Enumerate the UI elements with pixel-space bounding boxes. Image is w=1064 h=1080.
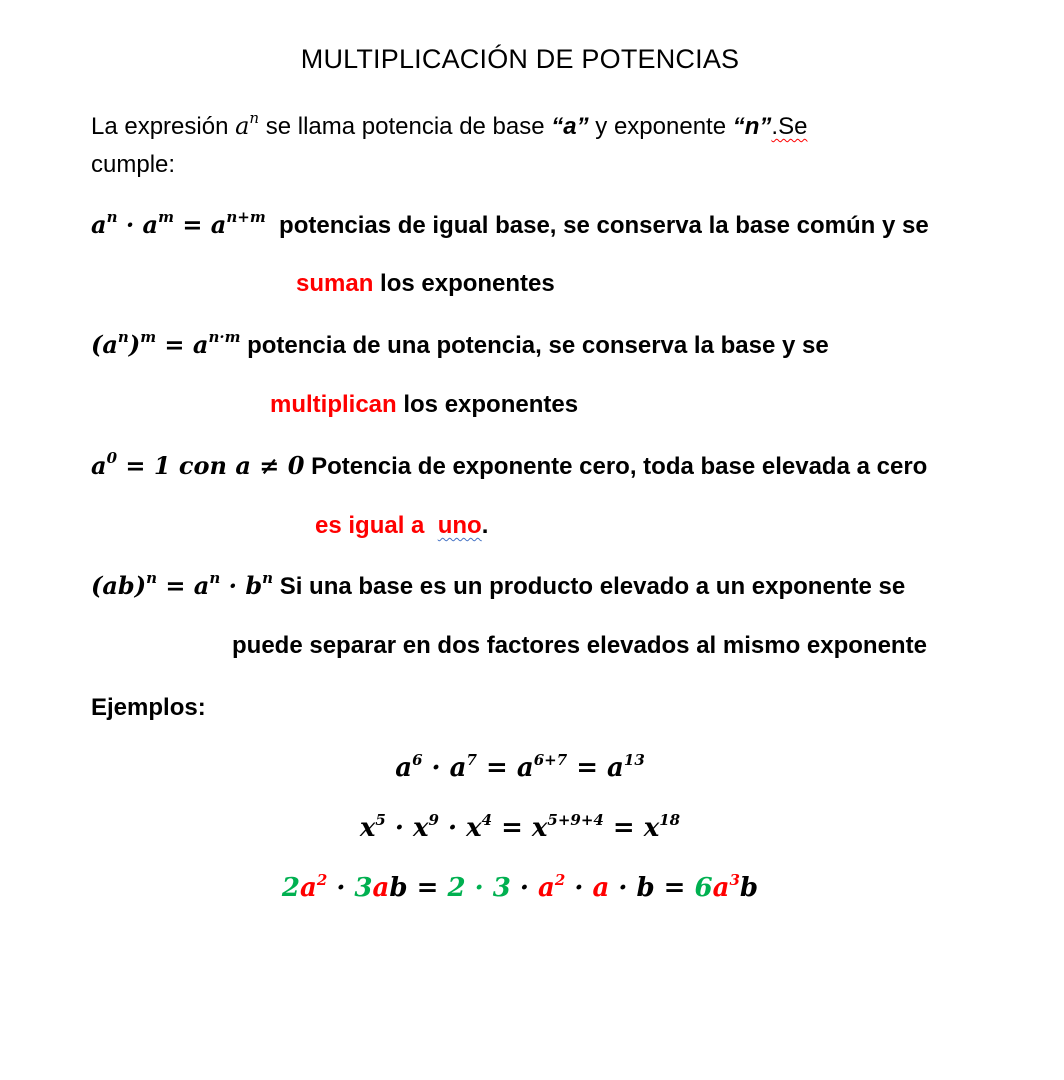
rule-2 <box>91 330 829 360</box>
rule-2-cont <box>270 391 578 419</box>
example-3: $2a^2 \cdot 3ab = 2 \cdot 3 \cdot a^2 \cdot a \cdot b = 6a^3b$ <box>281 871 759 903</box>
rule-1-cont <box>296 270 555 298</box>
intro-text-b: se llama potencia de base <box>259 113 552 140</box>
rule-3-highlight-b: uno <box>437 512 482 539</box>
intro-se: .Se <box>771 113 808 140</box>
intro-text-c: y exponente <box>588 113 733 140</box>
example-1: $a^6 \cdot a^7 = a^{6+7} = a^{13}$ <box>395 751 645 783</box>
rule-2-desc: potencia de una potencia, se conserva la base y se <box>247 332 829 359</box>
rule-4-desc: Si una base es un producto elevado a un exponente se <box>279 573 906 600</box>
intro-text-a: La expresión <box>91 113 236 140</box>
rule-3-period: . <box>481 512 489 539</box>
rule-4 <box>91 571 905 601</box>
page-title: MULTIPLICACIÓN DE POTENCIAS <box>300 44 740 74</box>
rule-1 <box>91 210 929 240</box>
rule-1-highlight: suman <box>296 270 374 297</box>
intro-base: “a” <box>551 113 589 140</box>
rule-3-formula: $a^0 = 1$ con a ≠ 0 <box>91 449 305 480</box>
rule-2-desc2: los exponentes <box>396 391 579 418</box>
rule-4-cont: puede separar en dos factores elevados al mismo exponente <box>232 632 927 659</box>
intro-formula: $a^n$ <box>235 109 260 140</box>
intro-line-1 <box>91 109 808 141</box>
intro-exponent: “n” <box>732 113 772 140</box>
rule-3 <box>91 451 927 481</box>
rule-1-desc: potencias de igual base, se conserva la base común y se <box>279 212 929 239</box>
rule-3-cont <box>315 512 488 540</box>
rule-2-formula: $(a^n)^m = a^{n\cdot m}$ <box>91 328 241 359</box>
intro-line-2: cumple: <box>91 151 176 178</box>
rule-4-formula: $(ab)^n = a^n \cdot b^n$ <box>91 569 274 600</box>
example-2: $x^5 \cdot x^9 \cdot x^4 = x^{5+9+4} = x^{18}$ <box>359 811 681 843</box>
rule-3-desc: Potencia de exponente cero, toda base elevada a cero <box>311 453 928 480</box>
rule-2-highlight: multiplican <box>270 391 397 418</box>
rule-1-formula: $a^n \cdot a^m = a^{n+m}$ <box>91 208 266 239</box>
rule-3-highlight-a: es igual a <box>315 512 425 539</box>
rule-1-desc2: los exponentes <box>373 270 555 297</box>
examples-label: Ejemplos: <box>91 694 206 721</box>
